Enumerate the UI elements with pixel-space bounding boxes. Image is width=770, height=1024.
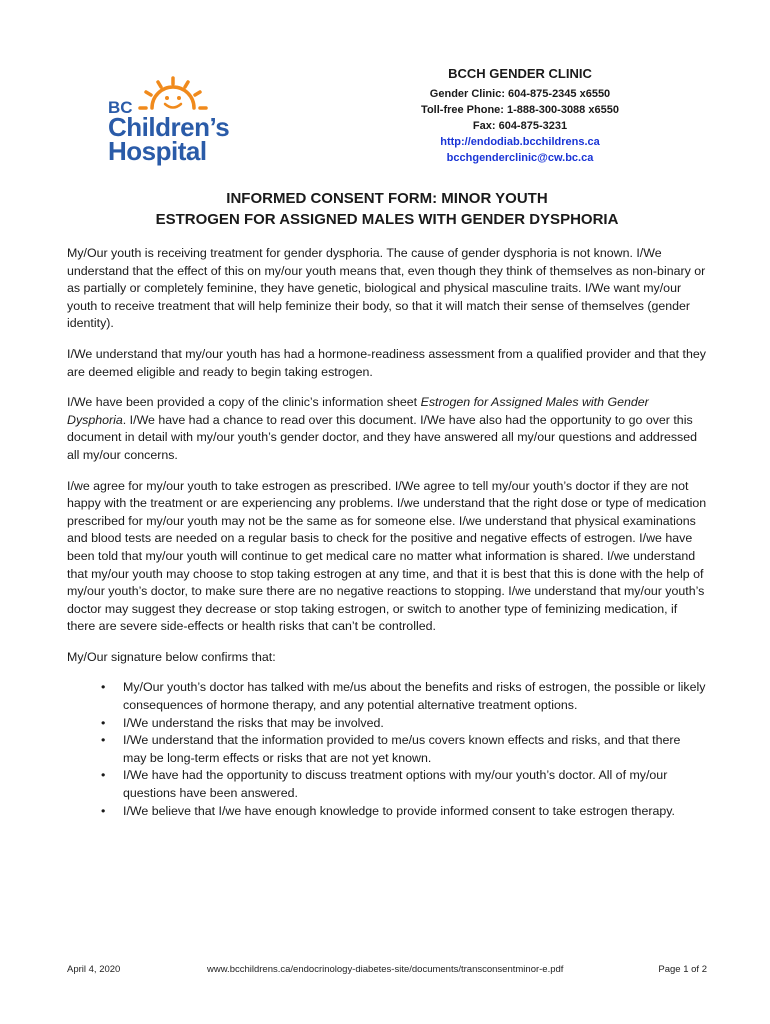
bc-childrens-hospital-logo — [108, 76, 238, 168]
page-number: Page 1 of 2 — [658, 964, 707, 975]
email-link[interactable]: bcchgenderclinic@cw.bc.ca — [446, 152, 594, 164]
paragraph-4: I/we agree for my/our youth to take estrogen as prescribed. I/We agree to tell my/our youth’s doctor if they are not happy with the treatment or are experiencing any problems. I/we understand that the right dose or type of medication prescribed for my/our youth may not be the same as for someone else. I/we understand that physical examinations and blood tests are needed on a regular basis to check for the positive and negative effects of estrogen. I/we have been told that my/our youth will continue to get medical care no matter what information is shared. I/we understand that my/our youth may choose to stop taking estrogen at any time, and that it is best that this is done with the help of my/our youth’s doctor, to make sure there are no negative reactions to stopping. I/we understand that my/our youth’s doctor may suggest they decrease or stop taking estrogen, or switch to another type of feminizing medication, if there are severe side-effects or health risks that can’t be controlled. — [67, 478, 707, 634]
logo-line1: Children’s — [108, 112, 230, 142]
list-item: • I/We understand that the information provided to me/us covers known effects and risks, and that there may be long-term effects or risks that are not yet known. — [67, 732, 707, 767]
list-item: • I/We have had the opportunity to discuss treatment options with my/our youth’s doctor. All of my/our questions have been answered. — [67, 767, 707, 802]
info-sheet-title: Estrogen for Assigned Males with Gender Dysphoria — [67, 395, 649, 427]
logo-bc: BC — [108, 98, 133, 117]
fax: Fax: 604-875-3231 — [472, 120, 568, 132]
paragraph-3-text: I/We have been provided a copy of the clinic’s information sheet — [67, 395, 421, 410]
list-item: • My/Our youth’s doctor has talked with me/us about the benefits and risks of estrogen, the possible or likely consequences of hormone therapy, and any potential alternative treatment options. — [67, 679, 707, 714]
clinic-phone: Gender Clinic: 604-875-2345 x6550 — [429, 88, 611, 100]
tollfree-phone: Toll-free Phone: 1-888-300-3088 x6550 — [421, 104, 619, 116]
title-line2: ESTROGEN FOR ASSIGNED MALES WITH GENDER DYSPHORIA — [155, 211, 619, 228]
footer-date: April 4, 2020 — [67, 964, 121, 975]
clinic-contact-header — [380, 66, 660, 166]
clinic-name: BCCH GENDER CLINIC — [448, 66, 592, 81]
paragraph-3 — [67, 394, 707, 464]
document-title — [67, 188, 707, 230]
footer-url: www.bcchildrens.ca/endocrinology-diabetes-site/documents/transconsentminor-e.pdf — [207, 964, 564, 975]
title-line1: INFORMED CONSENT FORM: MINOR YOUTH — [226, 190, 548, 207]
paragraph-5: My/Our signature below confirms that: — [67, 649, 276, 664]
confirmation-list — [67, 679, 707, 820]
list-item: • I/We understand the risks that may be involved. — [67, 715, 707, 733]
list-item: • I/We believe that I/we have enough knowledge to provide informed consent to take estrogen therapy. — [67, 803, 707, 821]
paragraph-3-text-cont: . I/We have had a chance to read over this document. I/We have also had the opportunity to go over this document in detail with my/our youth’s gender doctor, and they have answered all my/our questions and addressed all my/our concerns. — [67, 412, 698, 462]
paragraph-2: I/We understand that my/our youth has had a hormone-readiness assessment from a qualified provider and that they are deemed eligible and ready to begin taking estrogen. — [67, 346, 706, 379]
logo-line2: Hospital — [108, 136, 207, 166]
sun-icon — [138, 76, 208, 116]
paragraph-1: My/Our youth is receiving treatment for gender dysphoria. The cause of gender dysphoria is not known. I/We understand that the effect of this on my/our youth means that, even though they think of themselves as non-binary or as partially or completely feminine, they have genetic, biological and physical masculine traits. I/We want my/our youth to receive treatment that will help feminize their body, so that it will match their sense of themselves (gender identity). — [67, 246, 706, 331]
website-link[interactable]: http://endodiab.bcchildrens.ca — [440, 136, 600, 148]
document-body — [67, 245, 707, 820]
